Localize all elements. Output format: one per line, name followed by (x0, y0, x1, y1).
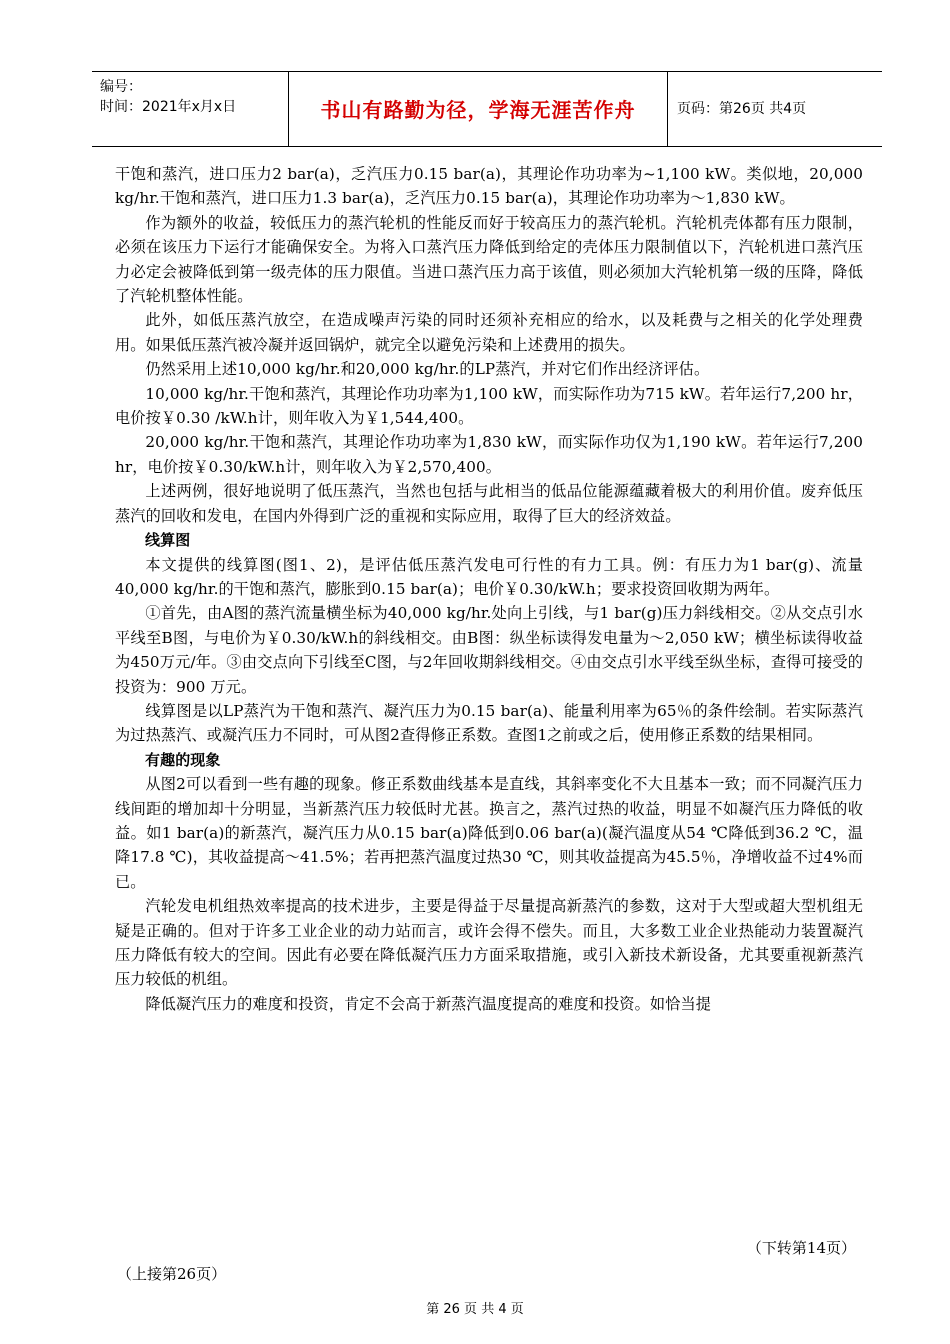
paragraph: 汽轮发电机组热效率提高的技术进步，主要是得益于尽量提高新蒸汽的参数，这对于大型或超大型机组无疑是正确的。但对于许多工业企业的动力站而言，或许会得不偿失。而且，大多数工业企业热能动力装置凝汽压力降低有较大的空间。因此有必要在降低凝汽压力方面采取措施，或引入新技术新设备，尤其要重视新蒸汽压力较低的机组。 (115, 897, 863, 989)
paragraph: 降低凝汽压力的难度和投资，肯定不会高于新蒸汽温度提高的难度和投资。如恰当提 (145, 994, 712, 1013)
continued-next-note: （下转第14页） (746, 1239, 856, 1257)
paragraph: 从图2可以看到一些有趣的现象。修正系数曲线基本是直线，其斜率变化不大且基本一致；而不同凝汽压力线间距的增加却十分明显，当新蒸汽压力较低时尤甚。换言之，蒸汽过热的收益，明显不如凝汽压力降低的收益。如1 bar(a)的新蒸汽，凝汽压力从0.15 bar(a)降低到0.06 bar(a)(凝汽温度从54 ℃降低到36.2 ℃，温降17.8 ℃)，其收益提高～41.5%；若再把蒸汽温度过热30 ℃，则其收益提高为45.5％，净增收益不过4%而已。 (115, 775, 863, 891)
page-header (92, 71, 882, 147)
document-time: 时间：2021年x月x日 (100, 99, 237, 115)
document-number: 编号： (100, 79, 142, 95)
continued-prev-note: （上接第26页） (117, 1265, 227, 1283)
paragraph: 作为额外的收益，较低压力的蒸汽轮机的性能反而好于较高压力的蒸汽轮机。汽轮机壳体都有压力限制，必须在该压力下运行才能确保安全。为将入口蒸汽压力降低到给定的壳体压力限制值以下，汽轮机进口蒸汽压力必定会被降低到第一级壳体的压力限值。当进口蒸汽压力高于该值，则必须加大汽轮机第一级的压降，降低了汽轮机整体性能。 (115, 213, 863, 306)
paragraph: 10,000 kg/hr.干饱和蒸汽，其理论作功功率为1,100 kW，而实际作功为715 kW。若年运行7,200 hr，电价按￥0.30 /kW.h计，则年收入为￥1,544,400。 (115, 384, 863, 428)
paragraph: 20,000 kg/hr.干饱和蒸汽，其理论作功功率为1,830 kW，而实际作功仅为1,190 kW。若年运行7,200 hr，电价按￥0.30/kW.h计，则年收入为￥2,570,400。 (115, 433, 863, 476)
paragraph: 本文提供的线算图(图1、2)，是评估低压蒸汽发电可行性的有力工具。例：有压力为1 bar(g)、流量40,000 kg/hr.的干饱和蒸汽，膨胀到0.15 bar(a)；电价￥0.30/kW.h；要求投资回收期为两年。 (115, 555, 863, 598)
paragraph: 此外，如低压蒸汽放空，在造成噪声污染的同时还须补充相应的给水，以及耗费与之相关的化学处理费用。如果低压蒸汽被冷凝并返回锅炉，就完全以避免污染和上述费用的损失。 (115, 311, 863, 354)
paragraph: 上述两例，很好地说明了低压蒸汽，当然也包括与此相当的低品位能源蕴藏着极大的利用价值。废弃低压蒸汽的回收和发电，在国内外得到广泛的重视和实际应用，取得了巨大的经济效益。 (115, 482, 863, 525)
header-page-number: 页码：第26页 共4页 (677, 101, 807, 117)
article-body (115, 162, 863, 1016)
section-heading: 有趣的现象 (145, 750, 221, 769)
section-heading: 线算图 (145, 531, 191, 550)
header-motto: 书山有路勤为径，学海无涯苦作舟 (320, 98, 636, 122)
header-divider (667, 72, 668, 146)
page-footer: 第 26 页 共 4 页 (426, 1302, 524, 1317)
paragraph: 线算图是以LP蒸汽为干饱和蒸汽、凝汽压力为0.15 bar(a)、能量利用率为65％的条件绘制。若实际蒸汽为过热蒸汽、或凝汽压力不同时，可从图2查得修正系数。查图1之前或之后，使用修正系数的结果相同。 (115, 701, 863, 745)
header-meta (100, 77, 236, 117)
paragraph: 仍然采用上述10,000 kg/hr.和20,000 kg/hr.的LP蒸汽，并对它们作出经济评估。 (145, 360, 710, 379)
paragraph: 干饱和蒸汽，进口压力2 bar(a)，乏汽压力0.15 bar(a)，其理论作功功率为~1,100 kW。类似地，20,000 kg/hr.干饱和蒸汽，进口压力1.3 bar(a)，乏汽压力0.15 bar(a)，其理论作功功率为～1,830 kW。 (115, 165, 863, 208)
paragraph: ①首先，由A图的蒸汽流量横坐标为40,000 kg/hr.处向上引线，与1 bar(g)压力斜线相交。②从交点引水平线至B图，与电价为￥0.30/kW.h的斜线相交。由B图：纵坐标读得发电量为～2,050 kW；横坐标读得收益为450万元/年。③由交点向下引线至C图，与2年回收期斜线相交。④由交点引水平线至纵坐标，查得可接受的投资为：900 万元。 (115, 604, 863, 696)
